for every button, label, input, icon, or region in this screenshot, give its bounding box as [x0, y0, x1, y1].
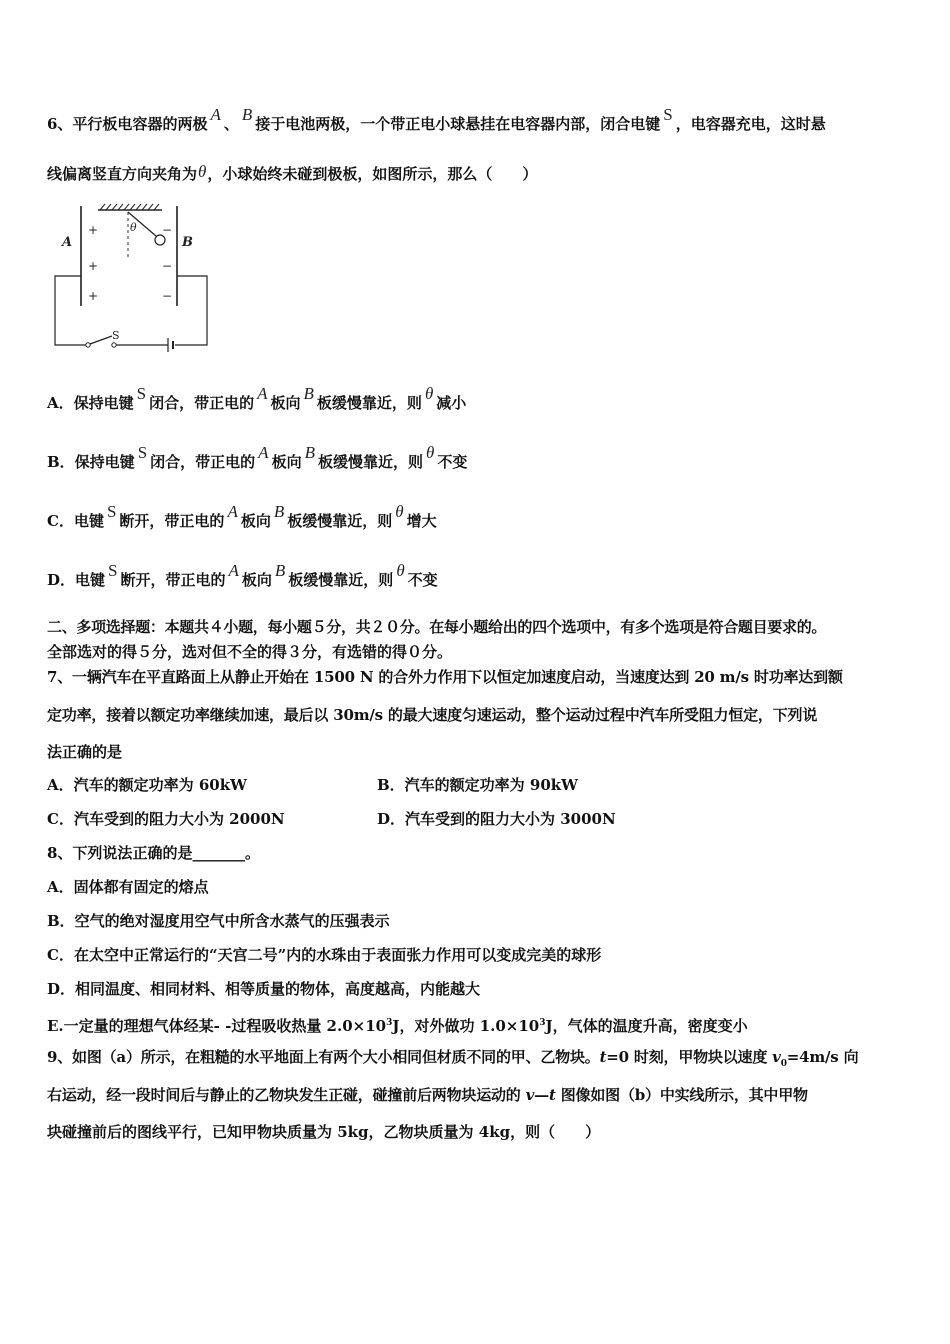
symbol-B: B [274, 561, 286, 580]
q9-line-3: 块碰撞前后的图线平行，已知甲物块质量为 5kg，乙物块质量为 4kg，则（ ） [47, 1123, 601, 1141]
option-text: B．保持电键 [47, 453, 135, 471]
symbol-theta: θ [395, 502, 404, 521]
symbol-theta: θ [424, 384, 434, 403]
minus-sign: − [162, 289, 173, 303]
option-text: J，气体的温度升高，密度变小 [545, 1017, 748, 1035]
option-text: 板向 [240, 512, 271, 530]
symbol-S: S [137, 443, 148, 462]
q6-text: 6、平行板电容器的两极 [47, 115, 208, 133]
option-text: 板缓慢靠近，则 [316, 394, 422, 412]
plus-sign: + [88, 223, 99, 237]
q8-option-e [47, 1013, 748, 1036]
q9-text: =0 时刻，甲物块以速度 [606, 1048, 773, 1066]
q8-option-a: A．固体都有固定的熔点 [47, 878, 209, 896]
q8-option-c: C．在太空中正常运行的“天宫二号”内的水珠由于表面张力作用可以变成完美的球形 [47, 946, 602, 964]
symbol-t: t [599, 1048, 607, 1066]
symbol-theta: θ [396, 561, 405, 580]
q6-line-1 [47, 105, 826, 134]
q9-text: 9、如图（a）所示，在粗糙的水平地面上有两个大小相同但材质不同的甲、乙物块。 [47, 1048, 600, 1066]
q9-text: 右运动，经一段时间后与静止的乙物块发生正碰，碰撞前后两物块运动的 [47, 1086, 526, 1104]
q7-option-a: A．汽车的额定功率为 60kW [47, 776, 247, 794]
capacitor-circuit-figure [50, 196, 215, 356]
section-2-instructions-line-1: 二、多项选择题：本题共４小题，每小题５分，共２０分。在每小题给出的四个选项中，有多个选项是符合题目要求的。 [47, 618, 827, 636]
q6-option-d [47, 561, 438, 590]
option-text: 闭合，带正电的 [150, 453, 256, 471]
symbol-S: S [663, 105, 673, 124]
option-text: 板向 [270, 394, 301, 412]
q7-option-b: B．汽车的额定功率为 90kW [377, 776, 579, 794]
q6-text: ，电容器充电，这时悬 [675, 115, 826, 133]
q8-stem: 8、下列说法正确的是_______。 [47, 844, 260, 862]
option-text: E.一定量的理想气体经某- -过程吸收热量 2.0×10 [47, 1017, 387, 1035]
symbol-v: v [772, 1048, 781, 1066]
option-text: J，对外做功 1.0×10 [392, 1017, 540, 1035]
label-theta: θ [130, 221, 137, 234]
q9-line-1 [47, 1047, 858, 1074]
symbol-S: S [136, 384, 147, 403]
symbol-A: A [228, 561, 239, 580]
symbol-B: B [273, 502, 285, 521]
option-text: 板向 [241, 571, 272, 589]
symbol-A: A [210, 105, 221, 124]
q9-text: =4m/s 向 [786, 1048, 859, 1066]
q9-text: 图像如图（b）中实线所示，其中甲物 [555, 1086, 808, 1104]
q6-text: 接于电池两极，一个带正电小球悬挂在电容器内部，闭合电键 [255, 115, 661, 133]
option-text: 减小 [436, 394, 467, 412]
q6-text: 、 [223, 115, 239, 133]
minus-sign: − [162, 223, 173, 237]
superscript: 3 [386, 1018, 393, 1028]
option-text: 断开，带正电的 [120, 571, 226, 589]
symbol-B: B [304, 443, 315, 462]
q7-option-d: D．汽车受到的阻力大小为 3000N [377, 810, 616, 828]
q8-option-d: D．相同温度、相同材料、相等质量的物体，高度越高，内能越大 [47, 980, 481, 998]
symbol-S: S [108, 561, 118, 580]
q7-option-c: C．汽车受到的阻力大小为 2000N [47, 810, 285, 828]
q6-option-a [47, 384, 467, 413]
q6-option-b [47, 443, 468, 472]
symbol-B: B [241, 105, 253, 124]
option-text: A．保持电键 [47, 394, 134, 412]
q7-line-1: 7、一辆汽车在平直路面上从静止开始在 1500 N 的合外力作用下以恒定加速度启动，当速度达到 20 m/s 时功率达到额 [47, 668, 843, 686]
option-text: 板向 [271, 453, 302, 471]
q6-text: ，小球始终未碰到极板，如图所示，那么（ ） [207, 165, 538, 183]
option-text: C．电键 [47, 512, 104, 530]
option-text: 不变 [437, 453, 468, 471]
label-plate-A: A [62, 235, 73, 250]
symbol-B: B [303, 384, 314, 403]
q7-line-2: 定功率，接着以额定功率继续加速，最后以 30m/s 的最大速度匀速运动，整个运动过程中汽车所受阻力恒定，下列说 [47, 706, 818, 724]
option-text: 板缓慢靠近，则 [317, 453, 423, 471]
plus-sign: + [88, 259, 99, 273]
symbol-A: A [258, 443, 269, 462]
section-2-instructions-line-2: 全部选对的得５分，选对但不全的得３分，有选错的得０分。 [47, 643, 453, 661]
symbol-S: S [106, 502, 117, 521]
option-text: D．电键 [47, 571, 106, 589]
subscript: 0 [780, 1059, 787, 1069]
minus-sign: − [162, 259, 173, 273]
option-text: 断开，带正电的 [119, 512, 225, 530]
symbol-t: t [548, 1086, 556, 1104]
symbol-theta: θ [198, 162, 207, 181]
symbol-A: A [257, 384, 268, 403]
label-plate-B: B [182, 235, 193, 250]
q8-option-b: B．空气的绝对湿度用空气中所含水蒸气的压强表示 [47, 912, 390, 930]
option-text: 闭合，带正电的 [149, 394, 255, 412]
symbol-theta: θ [425, 443, 435, 462]
option-text: 不变 [407, 571, 438, 589]
symbol-A: A [227, 502, 238, 521]
option-text: 板缓慢靠近，则 [287, 512, 393, 530]
superscript: 3 [539, 1018, 546, 1028]
plus-sign: + [88, 289, 99, 303]
q6-line-2 [47, 164, 537, 184]
option-text: 增大 [406, 512, 437, 530]
option-text: 板缓慢靠近，则 [288, 571, 394, 589]
label-switch-S: S [112, 329, 120, 342]
symbol-v: v [525, 1086, 535, 1104]
q7-line-3: 法正确的是 [47, 743, 123, 761]
q9-line-2 [47, 1085, 808, 1105]
q6-option-c [47, 502, 437, 531]
q9-text: — [534, 1086, 549, 1104]
q6-text: 线偏离竖直方向夹角为 [47, 165, 198, 183]
